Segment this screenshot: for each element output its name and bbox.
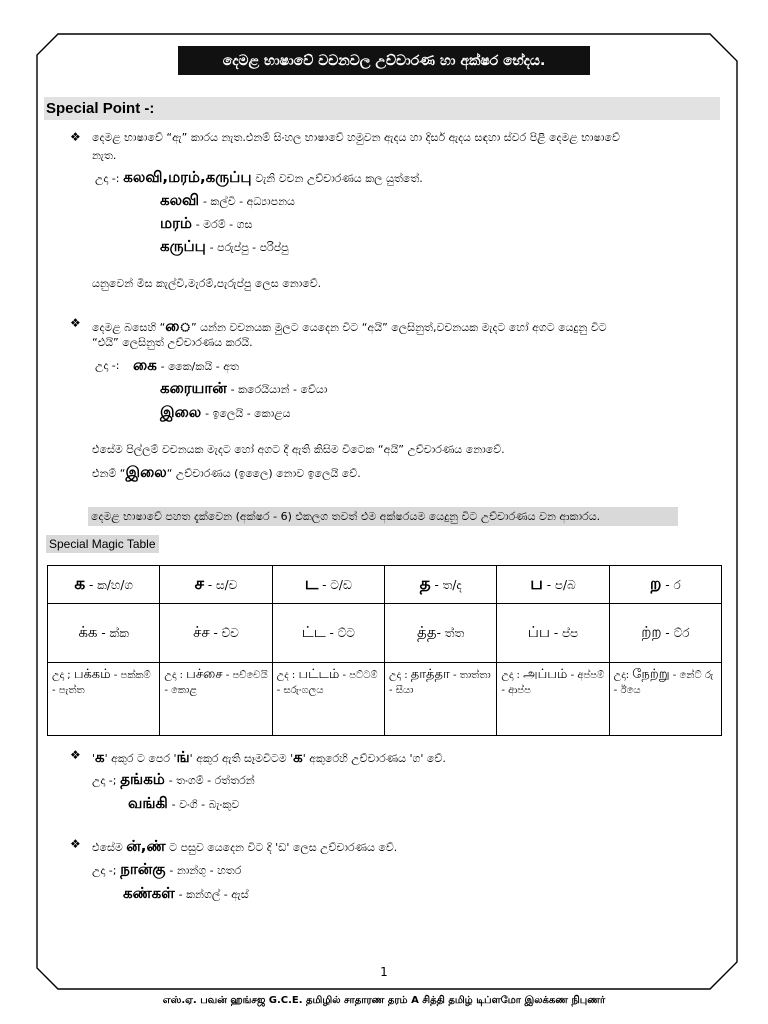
tamil-double-letter: ச்ச bbox=[193, 623, 210, 641]
tamil-word: கண்கள் bbox=[123, 884, 175, 902]
table-cell bbox=[160, 663, 272, 736]
section-2-line-1 bbox=[92, 317, 607, 337]
example-row bbox=[160, 403, 291, 423]
diamond-bullet-icon: ❖ bbox=[70, 837, 81, 851]
sinhala-equivalent: - ත්ත bbox=[436, 626, 465, 640]
example-prefix: උද : bbox=[276, 670, 296, 681]
table-cell bbox=[497, 663, 609, 736]
sinhala-gloss: - පරුප්පු - පරිප්පු bbox=[209, 241, 289, 254]
section-1-closing: යනුවෙන් මිස කැල්වි,මැරම්,පැරුප්පු ලෙස නොවේ. bbox=[92, 277, 322, 290]
text-part: “ උච්චාරණය (ඉලෛ) නොව ඉලෙයි වේ. bbox=[166, 467, 361, 480]
example-row bbox=[160, 379, 327, 399]
sinhala-equivalent: - ට්ර bbox=[661, 626, 690, 640]
sinhala-equivalent: - ප/බ bbox=[542, 577, 576, 592]
page-number: 1 bbox=[380, 965, 388, 979]
sinhala-gloss: - කරෙයියාන් - වේයා bbox=[230, 383, 328, 396]
magic-table bbox=[47, 565, 722, 736]
tamil-word: நேற்று bbox=[632, 667, 670, 682]
tamil-word: தங்கம் bbox=[120, 770, 165, 788]
sinhala-equivalent: - ක/හ/ග bbox=[85, 577, 134, 592]
section-2-line-2: “එයි” ලෙසිනුත් උච්චාරණය කරයි. bbox=[92, 336, 253, 349]
tamil-double-letter: ட்ட bbox=[301, 623, 326, 641]
example-prefix: උදා -: bbox=[95, 359, 120, 372]
text-part: ' අකුරෙහි උච්චාරණය 'ග' වේ. bbox=[302, 752, 446, 765]
example-prefix: උදා : bbox=[501, 670, 520, 681]
tamil-letter: ச bbox=[194, 573, 205, 594]
table-cell bbox=[48, 566, 160, 604]
example-row bbox=[160, 191, 295, 211]
diamond-bullet-icon: ❖ bbox=[70, 130, 81, 144]
sinhala-gloss: - තංගම් - රත්තරන් bbox=[168, 774, 255, 787]
tamil-double-letter: க்க bbox=[78, 623, 98, 641]
tamil-word: பச்சை bbox=[186, 667, 223, 682]
tamil-word: பட்டம் bbox=[298, 667, 340, 682]
table-cell bbox=[272, 604, 384, 663]
table-cell bbox=[384, 663, 496, 736]
table-cell bbox=[497, 604, 609, 663]
text-part: ' bbox=[92, 752, 96, 765]
tamil-letter: ற bbox=[649, 573, 662, 594]
tamil-word: கை bbox=[133, 356, 157, 374]
section-3-line bbox=[92, 748, 446, 768]
section-1-line-1: දෙමළ භාෂාවේ “ඇ” කාරය නැත.එනම් සිංහල භාෂාවේ හමුවන ඇදය හා දිර්ස ඇදය සඳහා ස්වර පිළි දෙමළ භාෂාවේ bbox=[92, 131, 620, 144]
sinhala-equivalent: - ච්ච bbox=[209, 626, 239, 640]
table-cell bbox=[48, 604, 160, 663]
table-cell bbox=[497, 566, 609, 604]
text-part: ' අකුර ඇති සෑමවිටම ' bbox=[189, 752, 294, 765]
example-suffix: වැනි වචන උච්චාරණය කල යුත්තේ. bbox=[255, 172, 423, 185]
sinhala-gloss: - නාන්ගු - හතර bbox=[169, 864, 242, 877]
table-cell bbox=[272, 566, 384, 604]
table-row bbox=[48, 663, 722, 736]
tamil-double-letter: ற்ற bbox=[641, 623, 662, 641]
example-prefix: උදා : bbox=[164, 670, 183, 681]
tamil-letter: ங் bbox=[176, 748, 190, 766]
example-prefix: උදා: bbox=[613, 670, 630, 681]
tamil-word: கரையான் bbox=[160, 379, 227, 397]
table-cell bbox=[272, 663, 384, 736]
tamil-vowel-sign: ை bbox=[165, 317, 191, 335]
sinhala-gloss: - පට්ටම් - සරුංගලය bbox=[276, 670, 378, 696]
tamil-word: மரம் bbox=[160, 214, 192, 232]
tamil-letter: க bbox=[293, 748, 303, 766]
example-row bbox=[128, 794, 239, 814]
table-cell bbox=[48, 663, 160, 736]
tamil-double-letter: ப்ப bbox=[527, 623, 551, 641]
table-row bbox=[48, 604, 722, 663]
sinhala-equivalent: - ස/ච bbox=[204, 577, 238, 592]
sinhala-equivalent: - ක්ක bbox=[97, 626, 129, 640]
tamil-double-letter: த்த bbox=[417, 623, 437, 641]
table-cell bbox=[384, 604, 496, 663]
sinhala-gloss: - වංගි - බැංකුව bbox=[171, 798, 240, 811]
example-row bbox=[123, 884, 249, 904]
magic-table-label: Special Magic Table bbox=[46, 535, 159, 553]
text-part: දෙමළ බසෙහි “ bbox=[92, 321, 166, 334]
table-cell bbox=[609, 566, 721, 604]
tamil-letter: க bbox=[74, 573, 86, 594]
tamil-word: கருப்பு bbox=[160, 237, 206, 255]
example-prefix: උදා -; bbox=[92, 774, 117, 787]
example-row bbox=[92, 860, 241, 880]
text-part: එසේම bbox=[92, 841, 123, 854]
example-prefix: උදා ; bbox=[52, 670, 71, 681]
section-2-note-2 bbox=[92, 463, 361, 483]
tamil-word: பக்கம் bbox=[73, 667, 111, 682]
text-part: ට පසුව යෙදෙන විට දි 'ඩ' ලෙස උච්චාරණය වේ. bbox=[169, 841, 398, 854]
tamil-word: இலை bbox=[125, 463, 167, 481]
tamil-letters: ன்,ண் bbox=[126, 837, 166, 855]
table-row bbox=[48, 566, 722, 604]
footer-credit: எஸ்.ஏ. பவன் ஹங்சஜ G.C.E. தமிழில் சாதாரண தரம் A சித்தி தமிழ் டிப்ளமோ இலக்கண நிபுணர் bbox=[162, 995, 606, 1006]
tamil-letter: ட bbox=[304, 573, 319, 594]
special-point-heading: Special Point -: bbox=[44, 97, 720, 120]
table-cell bbox=[609, 604, 721, 663]
tamil-word: அப்பம் bbox=[523, 667, 568, 682]
sinhala-gloss: - කන්ගල් - ඇස් bbox=[178, 888, 249, 901]
example-row bbox=[160, 214, 252, 234]
example-row bbox=[160, 237, 289, 257]
tamil-word: கலவி bbox=[160, 191, 200, 209]
tamil-word: நான்கு bbox=[120, 860, 166, 878]
table-cell bbox=[609, 663, 721, 736]
tamil-word: தாத்தா bbox=[410, 667, 450, 682]
tamil-letter: க bbox=[95, 748, 105, 766]
text-part: ' අකුර ට පෙර ' bbox=[104, 752, 177, 765]
tamil-letter: த bbox=[419, 573, 431, 594]
sinhala-equivalent: - ට/ඩ bbox=[318, 577, 352, 592]
example-prefix: උදා : bbox=[388, 670, 408, 681]
sinhala-gloss: - තාත්තා - සීයා bbox=[388, 670, 491, 696]
sinhala-gloss: - කෛ/කයි - අත bbox=[160, 360, 239, 373]
text-part: එනම් “ bbox=[92, 467, 126, 480]
section-2-note-1: එසේම පිල්ලම් වචනයක මැදට හෝ අගට දී ඇති කිසිම විටෙක “අයි” උච්චාරණය නොවේ. bbox=[92, 443, 505, 456]
example-row bbox=[133, 356, 239, 376]
sinhala-gloss: - අප්පම් - ආප්ප bbox=[501, 670, 605, 696]
table-cell bbox=[384, 566, 496, 604]
sinhala-equivalent: - ර bbox=[661, 577, 681, 592]
tamil-word: இலை bbox=[160, 403, 202, 421]
sinhala-gloss: - ඉලෙයි - කොළය bbox=[205, 407, 291, 420]
sinhala-equivalent: - ප්ප bbox=[550, 626, 579, 640]
example-prefix: උදා -: bbox=[95, 172, 120, 185]
highlighted-note: දෙමළ භාෂාවේ පහත දැක්වෙන (අක්ෂර - 6) එකලග තවත් එම අක්ෂරයම යෙදුනු විට උච්චාරණය වන ආකාරය. bbox=[88, 507, 678, 526]
example-tamil-words: கலவி,மரம்,கருப்பு bbox=[123, 168, 252, 186]
section-1-line-2: නැත. bbox=[92, 149, 117, 162]
sinhala-equivalent: - ත/ද bbox=[430, 577, 462, 592]
example-row bbox=[92, 770, 255, 790]
text-part: ” යන්න වචනයක මුලට යෙදෙන විට “අයි” ලෙසිනුත්,වචනයක මැදට හෝ අගට යෙදුනු විට bbox=[190, 321, 607, 334]
table-cell bbox=[160, 566, 272, 604]
page-title: දෙමළ භාෂාවේ වචනවල උච්චාරණ හා අක්ෂර භේදය. bbox=[178, 46, 590, 75]
diamond-bullet-icon: ❖ bbox=[70, 748, 81, 762]
tamil-word: வங்கி bbox=[128, 794, 168, 812]
sinhala-gloss: - මරම් - ගස bbox=[195, 218, 253, 231]
diamond-bullet-icon: ❖ bbox=[70, 316, 81, 330]
section-1-example-line bbox=[95, 168, 423, 188]
example-prefix: උදා -; bbox=[92, 864, 117, 877]
section-4-line bbox=[92, 837, 397, 857]
sinhala-gloss: - පච්චෙයි - කොළ bbox=[164, 670, 268, 696]
table-cell bbox=[160, 604, 272, 663]
sinhala-gloss: - නේට් රු - ඊයෙ bbox=[613, 670, 714, 696]
sinhala-equivalent: - ට්ට bbox=[325, 626, 355, 640]
tamil-letter: ப bbox=[530, 573, 543, 594]
sinhala-gloss: - පක්කම් - පැත්ත bbox=[52, 670, 151, 696]
sinhala-gloss: - කල්වි - අධ්‍යාපනය bbox=[202, 195, 295, 208]
